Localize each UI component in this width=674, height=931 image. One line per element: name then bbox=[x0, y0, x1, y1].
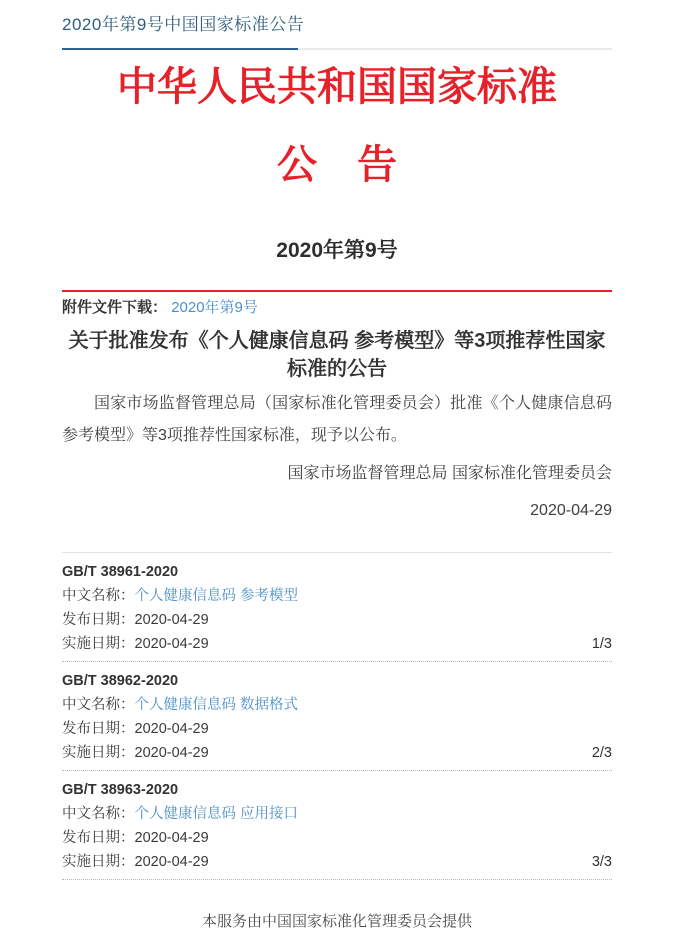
standard-entry bbox=[62, 771, 612, 880]
publish-date: 2020-04-29 bbox=[134, 721, 209, 737]
implement-label: 实施日期： bbox=[62, 854, 135, 870]
standard-code: GB/T 38962-2020 bbox=[62, 673, 179, 689]
announcement-page bbox=[62, 0, 612, 931]
name-label: 中文名称： bbox=[62, 806, 135, 822]
implement-date: 2020-04-29 bbox=[134, 854, 209, 870]
notice-date: 2020-04-29 bbox=[530, 502, 612, 519]
standard-name-row bbox=[62, 697, 612, 713]
publish-label: 发布日期： bbox=[62, 721, 135, 737]
publish-date: 2020-04-29 bbox=[134, 830, 209, 846]
standard-entry bbox=[62, 553, 612, 662]
service-footer: 本服务由中国国家标准化管理委员会提供 bbox=[201, 913, 472, 930]
implement-label: 实施日期： bbox=[62, 745, 135, 761]
publish-date-row bbox=[62, 721, 612, 737]
banner-subtitle: 公 告 bbox=[277, 143, 397, 187]
standard-name-link[interactable]: 个人健康信息码 应用接口 bbox=[134, 806, 299, 822]
name-label: 中文名称： bbox=[62, 588, 135, 604]
page-header bbox=[62, 10, 612, 50]
standards-list bbox=[62, 552, 612, 880]
standard-name-row bbox=[62, 806, 612, 822]
notice-signature: 国家市场监督管理总局 国家标准化管理委员会 bbox=[287, 465, 612, 482]
implement-date-row bbox=[62, 745, 612, 761]
issue-number: 2020年第9号 bbox=[276, 239, 398, 262]
standard-entry bbox=[62, 662, 612, 771]
active-tab-indicator bbox=[62, 48, 298, 50]
notice-title: 关于批准发布《个人健康信息码 参考模型》等3项推荐性国家标准的公告 bbox=[68, 330, 606, 380]
implement-label: 实施日期： bbox=[62, 636, 135, 652]
notice-body: 国家市场监督管理总局（国家标准化管理委员会）批准《个人健康信息码 参考模型》等3项推荐性国家标准，现予以公布。 bbox=[62, 395, 612, 444]
standard-name-link[interactable]: 个人健康信息码 参考模型 bbox=[134, 588, 299, 604]
page-indicator: 2/3 bbox=[591, 745, 612, 761]
publish-label: 发布日期： bbox=[62, 612, 135, 628]
page-indicator: 3/3 bbox=[591, 854, 612, 870]
name-label: 中文名称： bbox=[62, 697, 135, 713]
implement-date: 2020-04-29 bbox=[134, 745, 209, 761]
standard-code: GB/T 38963-2020 bbox=[62, 782, 179, 798]
publish-date: 2020-04-29 bbox=[134, 612, 209, 628]
standard-code: GB/T 38961-2020 bbox=[62, 564, 179, 580]
red-divider bbox=[62, 290, 612, 292]
attachment-row bbox=[62, 299, 612, 317]
standard-name-row bbox=[62, 588, 612, 604]
publish-date-row bbox=[62, 612, 612, 628]
banner-title: 中华人民共和国国家标准 bbox=[117, 65, 557, 109]
publish-date-row bbox=[62, 830, 612, 846]
publish-label: 发布日期： bbox=[62, 830, 135, 846]
implement-date-row bbox=[62, 636, 612, 652]
implement-date: 2020-04-29 bbox=[134, 636, 209, 652]
attachment-link[interactable]: 2020年第9号 bbox=[171, 299, 258, 316]
page-indicator: 1/3 bbox=[591, 636, 612, 652]
header-title: 2020年第9号中国国家标准公告 bbox=[62, 15, 305, 34]
attachment-label: 附件文件下载： bbox=[62, 299, 168, 316]
implement-date-row bbox=[62, 854, 612, 870]
standard-name-link[interactable]: 个人健康信息码 数据格式 bbox=[134, 697, 299, 713]
